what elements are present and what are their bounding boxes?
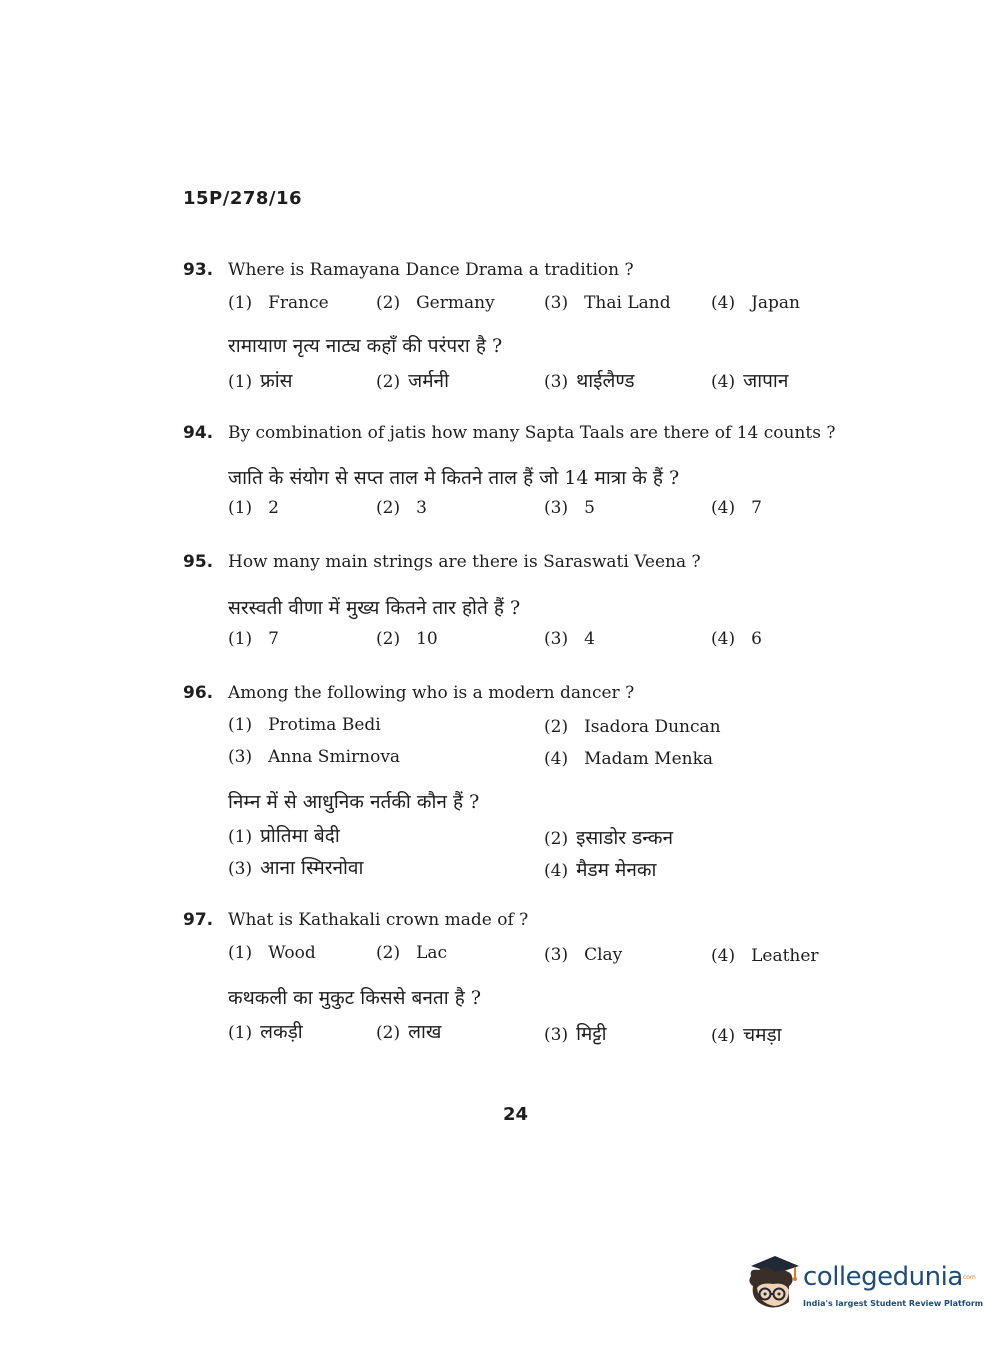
question-number: 95. bbox=[183, 552, 214, 572]
option-2-english: (2) Isadora Duncan bbox=[544, 717, 721, 737]
question-text-hindi: निम्न में से आधुनिक नर्तकी कौन हैं ? bbox=[228, 791, 480, 813]
option-3-hindi: (3) मिट्टी bbox=[544, 1023, 607, 1045]
option-4: (4) 7 bbox=[711, 498, 762, 518]
option-4-english: (4) Leather bbox=[711, 946, 819, 966]
question-text-english: By combination of jatis how many Sapta Taals are there of 14 counts ? bbox=[228, 423, 836, 443]
option-3: (3) 5 bbox=[544, 498, 595, 518]
option-3-hindi: (3) थाईलैण्ड bbox=[544, 370, 635, 392]
question-text-english: How many main strings are there is Saraswati Veena ? bbox=[228, 552, 701, 572]
option-1-english: (1) Wood bbox=[228, 943, 316, 963]
option-2-english: (2) Germany bbox=[376, 293, 495, 313]
option-4: (4) 6 bbox=[711, 629, 762, 649]
option-1-hindi: (1) फ्रांस bbox=[228, 370, 293, 392]
question-text-english: Where is Ramayana Dance Drama a tradition ? bbox=[228, 260, 634, 280]
option-4-english: (4) Japan bbox=[711, 293, 801, 313]
question-text-hindi: जाति के संयोग से सप्त ताल मे कितने ताल हैं जो 14 मात्रा के हैं ? bbox=[228, 467, 680, 489]
option-4-hindi: (4) जापान bbox=[711, 370, 789, 392]
option-2-hindi: (2) लाख bbox=[376, 1021, 442, 1043]
paper-code: 15P/278/16 bbox=[183, 188, 303, 209]
option-4-english: (4) Madam Menka bbox=[544, 749, 714, 769]
page-number: 24 bbox=[503, 1104, 529, 1125]
brand-name: collegedunia bbox=[803, 1262, 963, 1292]
option-2-hindi: (2) इसाडोर डन्कन bbox=[544, 827, 674, 849]
option-4-hindi: (4) चमड़ा bbox=[711, 1024, 782, 1046]
option-1-english: (1) Protima Bedi bbox=[228, 715, 381, 735]
question-text-hindi: कथकली का मुकुट किससे बनता है ? bbox=[228, 987, 482, 1009]
option-3: (3) 4 bbox=[544, 629, 595, 649]
option-3-hindi: (3) आना स्मिरनोवा bbox=[228, 857, 364, 879]
option-1-hindi: (1) प्रोतिमा बेदी bbox=[228, 825, 340, 847]
brand-tagline: India's largest Student Review Platform bbox=[803, 1299, 984, 1308]
option-3-english: (3) Anna Smirnova bbox=[228, 747, 401, 767]
option-2-hindi: (2) जर्मनी bbox=[376, 370, 450, 392]
brand-suffix: .com bbox=[961, 1274, 976, 1281]
option-3-english: (3) Thai Land bbox=[544, 293, 671, 313]
option-4-hindi: (4) मैडम मेनका bbox=[544, 859, 657, 881]
option-1: (1) 2 bbox=[228, 498, 279, 518]
question-number: 96. bbox=[183, 683, 214, 703]
question-number: 97. bbox=[183, 910, 214, 930]
option-3-english: (3) Clay bbox=[544, 945, 623, 965]
question-number: 94. bbox=[183, 423, 214, 443]
option-2-english: (2) Lac bbox=[376, 943, 448, 963]
question-number: 93. bbox=[183, 260, 214, 280]
question-text-hindi: रामायाण नृत्य नाट्य कहाँ की परंपरा है ? bbox=[228, 335, 503, 357]
option-1: (1) 7 bbox=[228, 629, 279, 649]
collegedunia-logo bbox=[745, 1252, 984, 1322]
option-2: (2) 3 bbox=[376, 498, 427, 518]
option-2: (2) 10 bbox=[376, 629, 438, 649]
option-1-hindi: (1) लकड़ी bbox=[228, 1021, 303, 1043]
question-text-english: Among the following who is a modern dancer ? bbox=[228, 683, 635, 703]
question-text-english: What is Kathakali crown made of ? bbox=[228, 910, 529, 930]
student-mascot-icon bbox=[745, 1252, 801, 1314]
option-1-english: (1) France bbox=[228, 293, 329, 313]
question-text-hindi: सरस्वती वीणा में मुख्य कितने तार होते हैं ? bbox=[228, 597, 521, 619]
